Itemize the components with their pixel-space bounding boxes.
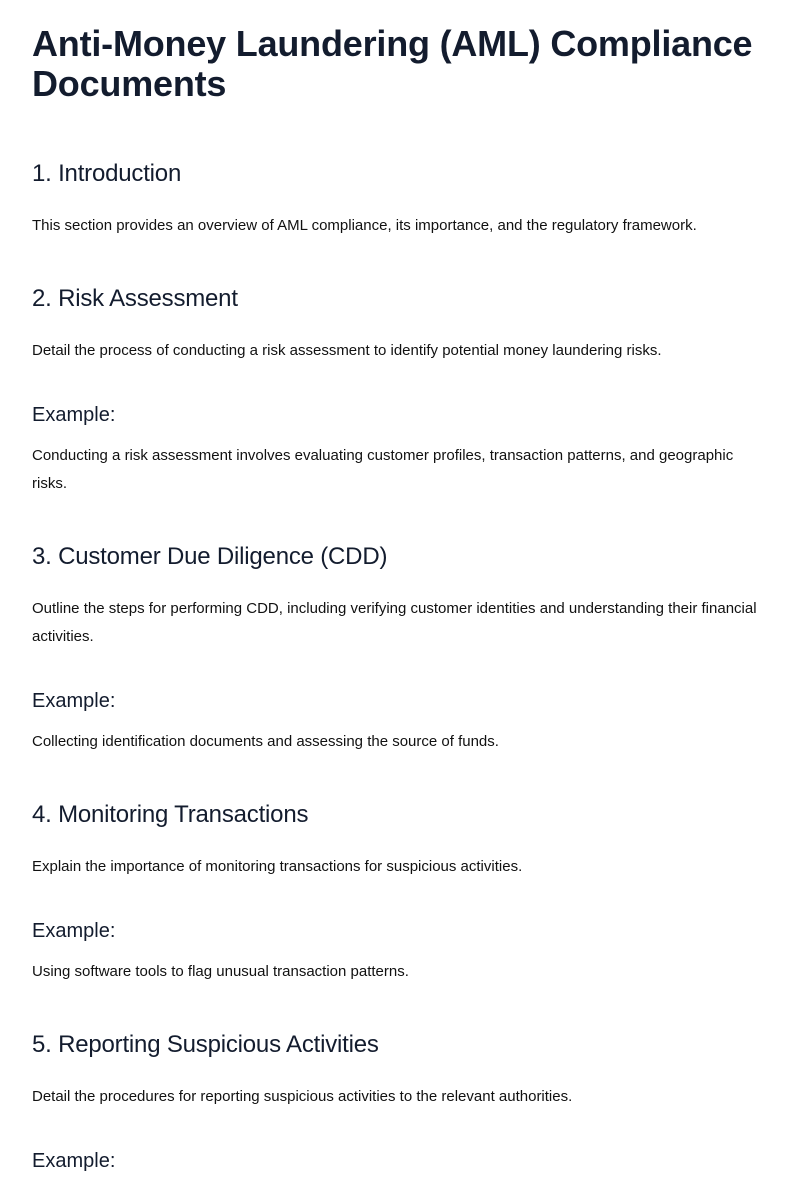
section-customer-due-diligence [32, 541, 768, 756]
section-body: Detail the process of conducting a risk assessment to identify potential money laundering risks. [32, 342, 662, 359]
section-heading: 5. Reporting Suspicious Activities [32, 1031, 379, 1058]
example-block [32, 687, 768, 756]
section-heading: 1. Introduction [32, 160, 182, 187]
section-body: Outline the steps for performing CDD, including verifying customer identities and understanding their financial activities. [32, 600, 757, 645]
example-body: Conducting a risk assessment involves evaluating customer profiles, transaction patterns, and geographic risks. [32, 447, 734, 492]
example-body: Collecting identification documents and assessing the source of funds. [32, 733, 499, 750]
section-monitoring-transactions [32, 799, 768, 986]
example-heading: Example: [32, 1150, 116, 1172]
example-body: Using software tools to flag unusual transaction patterns. [32, 963, 409, 980]
section-risk-assessment [32, 283, 768, 498]
section-heading: 2. Risk Assessment [32, 285, 238, 312]
section-reporting-suspicious-activities [32, 1029, 768, 1175]
section-heading: 4. Monitoring Transactions [32, 801, 309, 828]
example-block [32, 917, 768, 986]
section-introduction [32, 158, 768, 240]
section-body: Detail the procedures for reporting suspicious activities to the relevant authorities. [32, 1088, 573, 1105]
example-block [32, 401, 768, 498]
example-heading: Example: [32, 404, 116, 426]
section-body: This section provides an overview of AML compliance, its importance, and the regulatory framework. [32, 217, 697, 234]
example-block [32, 1147, 768, 1175]
example-heading: Example: [32, 920, 116, 942]
example-heading: Example: [32, 690, 116, 712]
section-heading: 3. Customer Due Diligence (CDD) [32, 543, 388, 570]
section-body: Explain the importance of monitoring transactions for suspicious activities. [32, 858, 523, 875]
document-title: Anti-Money Laundering (AML) Compliance Documents [32, 23, 753, 104]
